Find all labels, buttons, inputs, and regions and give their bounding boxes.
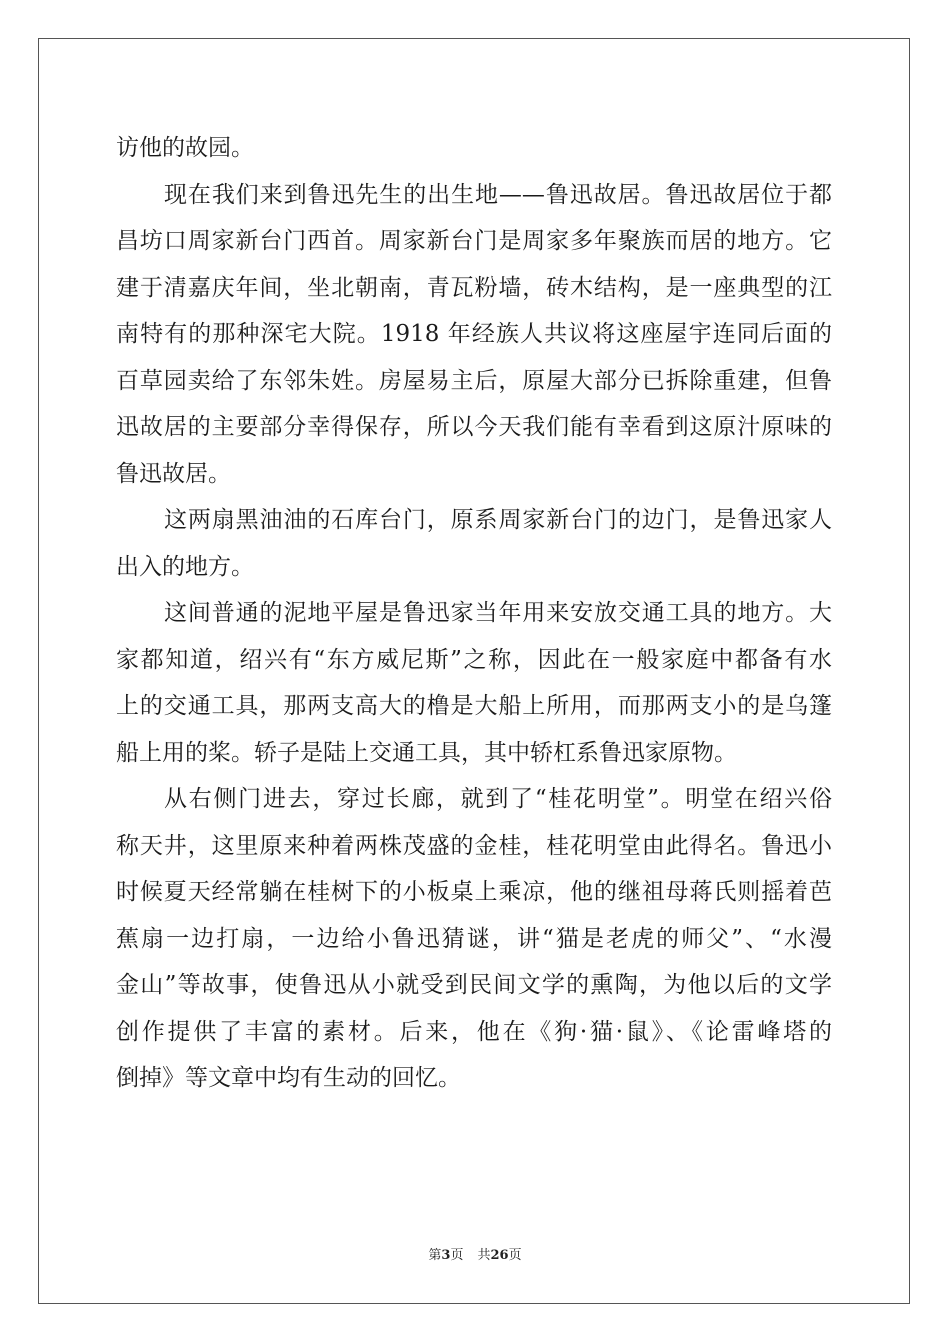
text-line: 金山”等故事，使鲁迅从小就受到民间文学的熏陶，为他以后的文学 [116, 972, 832, 998]
text-line: 访他的故园。 [116, 135, 254, 161]
text-line: 鲁迅故居。 [116, 460, 231, 487]
text-line: 建于清嘉庆年间，坐北朝南，青瓦粉墙，砖木结构，是一座典型的江 [116, 274, 832, 301]
text-line: 时候夏天经常躺在桂树下的小板桌上乘凉，他的继祖母蒋氏则摇着芭 [116, 879, 832, 905]
text-line: 南特有的那种深宅大院。1918 年经族人共议将这座屋宇连同后面的 [116, 321, 832, 347]
text-line: 迅故居的主要部分幸得保存，所以今天我们能有幸看到这原汁原味的 [116, 414, 832, 440]
text-line: 创作提供了丰富的素材。后来，他在《狗·猫·鼠》、《论雷峰塔的 [116, 1018, 832, 1045]
page-suffix: 页 [450, 1248, 464, 1263]
text-line: 蕉扇一边打扇，一边给小鲁迅猜谜，讲“猫是老虎的师父”、“水漫 [116, 925, 832, 952]
text-line: 百草园卖给了东邻朱姓。房屋易主后，原屋大部分已拆除重建，但鲁 [116, 367, 832, 394]
text-line: 出入的地方。 [116, 553, 254, 580]
paragraph-start-line: 现在我们来到鲁迅先生的出生地——鲁迅故居。鲁迅故居位于都 [164, 181, 832, 208]
total-pages: 26 [490, 1248, 509, 1263]
page-footer [0, 1247, 950, 1265]
text-line: 倒掉》等文章中均有生动的回忆。 [116, 1065, 461, 1091]
text-line: 称天井，这里原来种着两株茂盛的金桂，桂花明堂由此得名。鲁迅小 [116, 832, 832, 859]
text-line: 上的交通工具，那两支高大的橹是大船上所用，而那两支小的是乌篷 [116, 693, 832, 719]
text-line: 船上用的桨。轿子是陆上交通工具，其中轿杠系鲁迅家原物。 [116, 739, 737, 766]
total-prefix: 共 [477, 1248, 491, 1263]
paragraph-start-line: 从右侧门进去，穿过长廊，就到了“桂花明堂”。明堂在绍兴俗 [164, 786, 832, 812]
text-line: 昌坊口周家新台门西首。周家新台门是周家多年聚族而居的地方。它 [116, 228, 832, 254]
paragraph-start-line: 这间普通的泥地平屋是鲁迅家当年用来安放交通工具的地方。大 [164, 600, 832, 626]
paragraph-start-line: 这两扇黑油油的石库台门，原系周家新台门的边门，是鲁迅家人 [164, 507, 832, 533]
page-number: 3 [441, 1248, 451, 1263]
text-line: 家都知道，绍兴有“东方威尼斯”之称，因此在一般家庭中都备有水 [116, 646, 832, 673]
page-prefix: 第 [428, 1248, 442, 1263]
total-suffix: 页 [508, 1248, 522, 1263]
document-body [116, 125, 832, 1102]
